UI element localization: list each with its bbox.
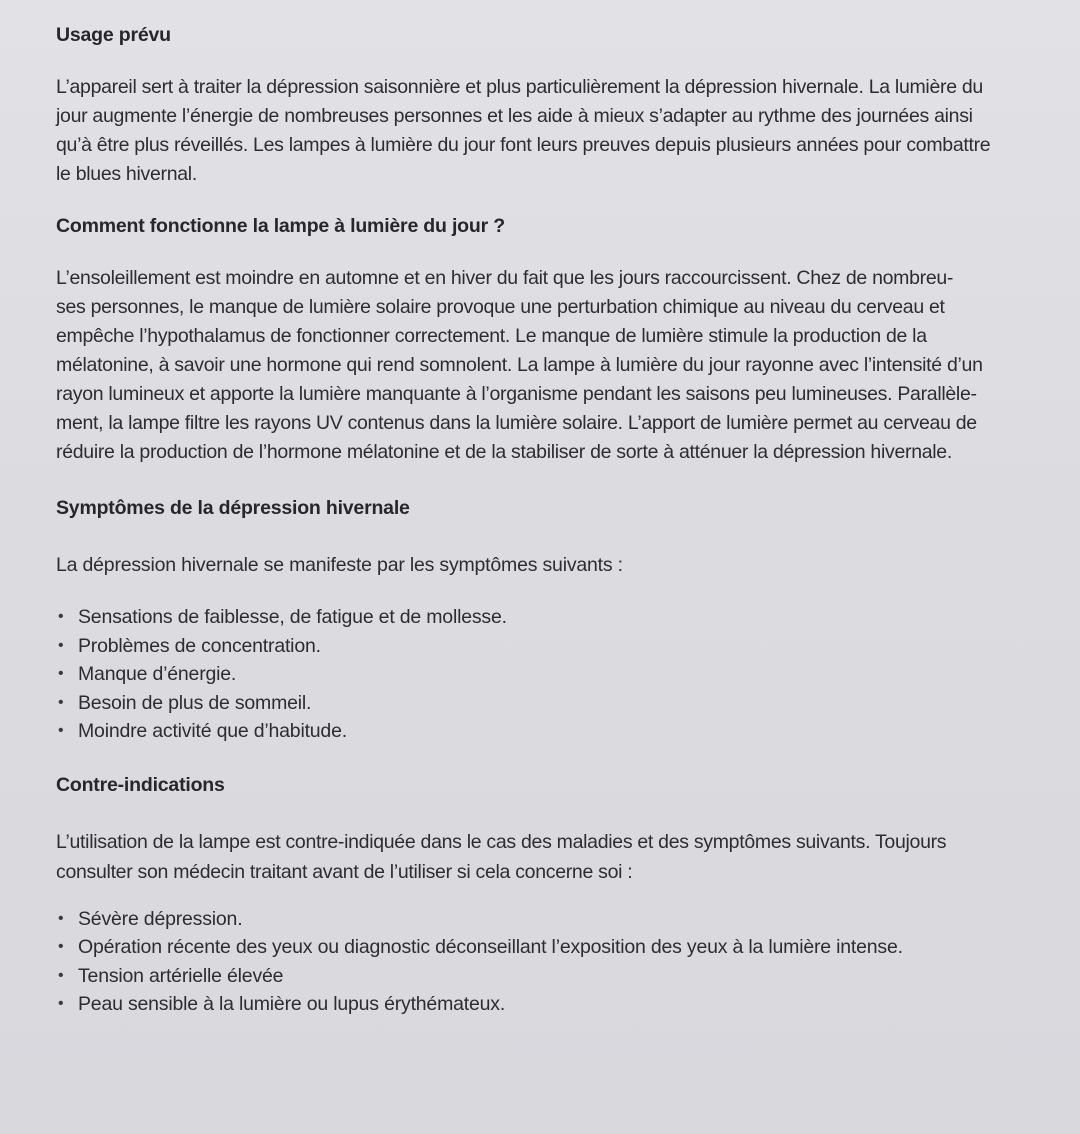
text-line: réduire la production de l’hormone mélatonine et de la stabiliser de sorte à atténuer la dépression hivernale. — [56, 441, 952, 463]
list-item — [56, 905, 1060, 934]
list-item — [56, 689, 1060, 718]
bullet-icon: • — [58, 938, 64, 955]
heading-usage-prevu: Usage prévu — [56, 24, 171, 46]
bullet-icon: • — [58, 995, 64, 1012]
symptoms-intro: La dépression hivernale se manifeste par les symptômes suivants : — [56, 554, 623, 576]
document-page — [56, 22, 1060, 1019]
paragraph-usage — [56, 73, 1060, 189]
list-item — [56, 603, 1060, 632]
list-item-text: Sévère dépression. — [78, 907, 243, 930]
text-line: empêche l’hypothalamus de fonctionner correctement. Le manque de lumière stimule la production de la — [56, 325, 927, 347]
text-line: ses personnes, le manque de lumière solaire provoque une perturbation chimique au niveau du cerveau et — [56, 296, 945, 318]
heading-comment-fonctionne: Comment fonctionne la lampe à lumière du jour ? — [56, 215, 505, 237]
bullet-icon: • — [58, 608, 64, 625]
list-item-text: Peau sensible à la lumière ou lupus érythémateux. — [78, 993, 506, 1015]
list-item — [56, 990, 1060, 1019]
list-item-text: Moindre activité que d’habitude. — [78, 720, 347, 742]
heading-symptomes: Symptômes de la dépression hivernale — [56, 497, 410, 519]
list-item — [56, 933, 1060, 962]
list-item-text: Tension artérielle élevée — [78, 964, 284, 987]
list-item — [56, 962, 1060, 991]
text-line: jour augmente l’énergie de nombreuses personnes et les aide à mieux s’adapter au rythme des journées ainsi — [56, 105, 973, 127]
text-line: L’utilisation de la lampe est contre-indiquée dans le cas des maladies et des symptômes suivants. Toujours — [56, 830, 947, 853]
text-line: le blues hivernal. — [56, 163, 197, 185]
bullet-icon: • — [58, 636, 64, 654]
bullet-icon: • — [58, 665, 64, 682]
text-line: ment, la lampe filtre les rayons UV contenus dans la lumière solaire. L’apport de lumière permet au cerveau de — [56, 412, 977, 434]
heading-contre-indications: Contre-indications — [56, 773, 225, 796]
list-item — [56, 660, 1060, 689]
text-line: mélatonine, à savoir une hormone qui rend somnolent. La lampe à lumière du jour rayonne avec l’intensité d’un — [56, 354, 983, 376]
bullet-icon: • — [58, 966, 64, 984]
text-line: rayon lumineux et apporte la lumière manquante à l’organisme pendant les saisons peu lumineuses. Parallèle- — [56, 383, 977, 405]
list-item-text: Sensations de faiblesse, de fatigue et de mollesse. — [78, 606, 507, 628]
text-line: L’appareil sert à traiter la dépression saisonnière et plus particulièrement la dépression hivernale. La lumière du — [56, 76, 983, 98]
list-item-text: Besoin de plus de sommeil. — [78, 691, 312, 714]
list-item — [56, 632, 1060, 661]
symptoms-list — [56, 603, 1060, 746]
list-item-text: Manque d’énergie. — [78, 663, 237, 685]
list-item-text: Problèmes de concentration. — [78, 634, 321, 657]
text-line: qu’à être plus réveillés. Les lampes à lumière du jour font leurs preuves depuis plusieurs années pour combattre — [56, 134, 991, 156]
bullet-icon: • — [58, 693, 64, 711]
bullet-icon: • — [58, 722, 64, 739]
paragraph-contre-indications — [56, 827, 1060, 887]
list-item — [56, 717, 1060, 746]
paragraph-fonctionnement — [56, 264, 1060, 467]
text-line: consulter son médecin traitant avant de l’utiliser si cela concerne soi : — [56, 860, 633, 883]
bullet-icon: • — [58, 909, 64, 927]
list-item-text: Opération récente des yeux ou diagnostic déconseillant l’exposition des yeux à la lumière intense. — [78, 936, 903, 958]
contraindications-list — [56, 905, 1060, 1019]
text-line: L’ensoleillement est moindre en automne et en hiver du fait que les jours raccourcissent. Chez de nombreu- — [56, 267, 954, 289]
